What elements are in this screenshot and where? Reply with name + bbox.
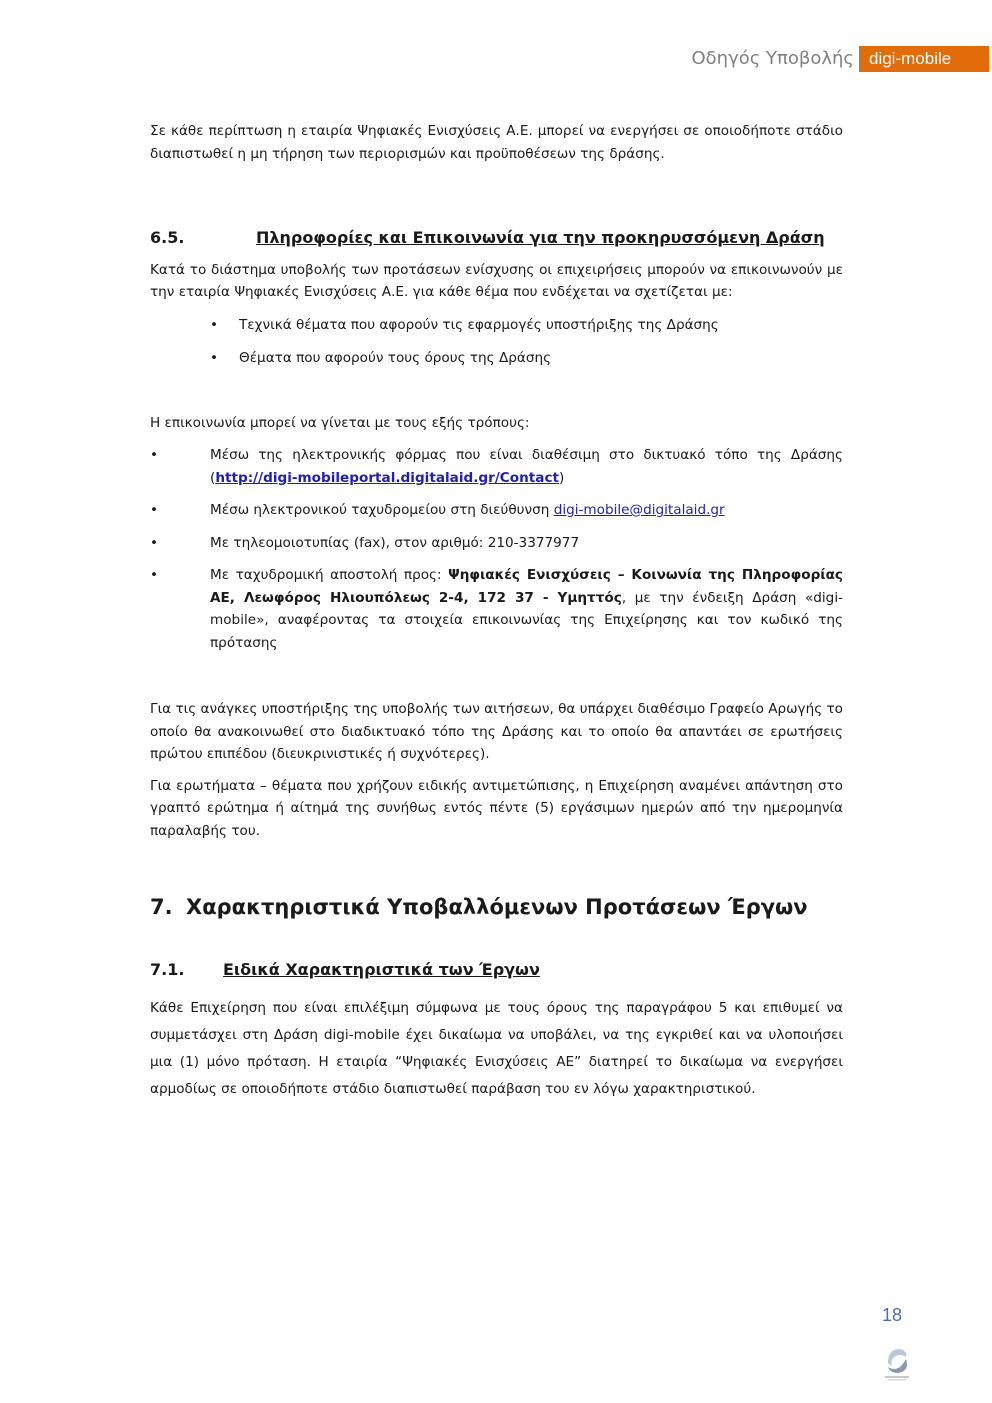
bullet-icon: • [210, 350, 219, 366]
list-item: • Μέσω ηλεκτρονικού ταχυδρομείου στη διεύθυνση digi-mobile@digitalaid.gr [150, 499, 843, 522]
paragraph: Για ερωτήματα – θέματα που χρήζουν ειδικής αντιμετώπισης, η Επιχείρηση αναμένει απάντηση στο γραπτό ερώτημα ή αίτημά της συνήθως εντός πέντε (5) εργάσιμων ημερών από την ημερομηνία παραλαβής του. [150, 777, 843, 839]
paragraph: Κάθε Επιχείρηση που είναι επιλέξιμη σύμφωνα με τους όρους της παραγράφου 5 και επιθυμεί να συμμετάσχει στη Δράση digi-mobile έχει δικαίωμα να υποβάλει, να της εγκριθεί και να υλοποιήσει μια (1) μόνο πρόταση. Η εταιρία “Ψηφιακές Ενισχύσεις ΑΕ” διατηρεί το δικαίωμα να ενεργήσει αρμοδίως σε οποιοδήποτε στάδιο διαπιστωθεί παράβαση του εν λόγω χαρακτηριστικού. [150, 1000, 843, 1097]
intro-paragraph: Σε κάθε περίπτωση η εταιρία Ψηφιακές Ενισχύσεις Α.Ε. μπορεί να ενεργήσει σε οποιοδήποτε στάδιο διαπιστωθεί η μη τήρηση των περιορισμών και προϋποθέσεων της δράσης. [150, 123, 843, 162]
bullet-icon: • [210, 316, 219, 333]
page-number: 18 [882, 1305, 903, 1325]
section-6-5-heading [150, 227, 843, 250]
section-7-1-heading [150, 959, 843, 982]
bullet-icon: • [150, 502, 159, 518]
list-item: • Τεχνικά θέματα που αφορούν τις εφαρμογές υποστήριξης της Δράσης [210, 314, 843, 337]
page-content [150, 120, 843, 1103]
company-logo [882, 1343, 912, 1383]
email-link[interactable]: digi-mobile@digitalaid.gr [553, 502, 725, 518]
paragraph: Για τις ανάγκες υποστήριξης της υποβολής των αιτήσεων, θα υπάρχει διαθέσιμο Γραφείο Αρωγής το οποίο θα ανακοινωθεί στο διαδικτυακό τόπο της Δράσης και το οποίο θα απαντάει σε ερωτήσεις πρώτου επιπέδου (διευκρινιστικές ή συχνότερες). [150, 701, 843, 762]
header-badge: digi-mobile [859, 46, 989, 72]
list-item: • Μέσω της ηλεκτρονικής φόρμας που είναι διαθέσιμη στο δικτυακό τόπο της Δράσης (http://digi-mobileportal.digitalaid.gr/Contact) [150, 444, 843, 489]
list-item: • Με τηλεομοιοτυπίας (fax), στον αριθμό: 210-3377977 [150, 532, 843, 555]
contact-form-link[interactable]: http://digi-mobileportal.digitalaid.gr/Contact [215, 469, 560, 486]
bullet-icon: • [150, 534, 159, 551]
header-title: Οδηγός Υποβολής [691, 48, 854, 69]
list-item: • Θέματα που αφορούν τους όρους της Δράσης [210, 347, 843, 370]
section-title: Ειδικά Χαρακτηριστικά των Έργων [223, 959, 540, 979]
bullet-icon: • [150, 567, 159, 583]
paragraph: Κατά το διάστημα υποβολής των προτάσεων ενίσχυσης οι επιχειρήσεις μπορούν να επικοινωνούν με την εταιρία Ψηφιακές Ενισχύσεις Α.Ε. για κάθε θέμα που ενδέχεται να σχετίζεται με: [150, 261, 843, 300]
bullet-icon: • [150, 447, 159, 463]
paragraph: Η επικοινωνία μπορεί να γίνεται με τους εξής τρόπους: [150, 414, 530, 431]
contact-methods-list [150, 444, 843, 654]
section-number: 6.5. [150, 228, 185, 247]
section-title: Πληροφορίες και Επικοινωνία για την προκηρυσσόμενη Δράση [256, 228, 825, 247]
list-item: • Με ταχυδρομική αποστολή προς: Ψηφιακές Ενισχύσεις – Κοινωνία της Πληροφορίας ΑΕ, Λεωφόρος Ηλιουπόλεως 2-4, 172 37 - Υμηττός, με την ένδειξη Δράση «digi-mobile», αναφέροντας τα στοιχεία επικοινωνίας της Επιχείρησης και τον κωδικό της πρότασης [150, 564, 843, 654]
topics-list [150, 314, 843, 370]
section-number: 7.1. [150, 959, 185, 979]
section-number: 7. [150, 895, 173, 919]
section-title: Χαρακτηριστικά Υποβαλλόμενων Προτάσεων Έργων [186, 895, 808, 919]
section-7-heading [150, 896, 843, 919]
